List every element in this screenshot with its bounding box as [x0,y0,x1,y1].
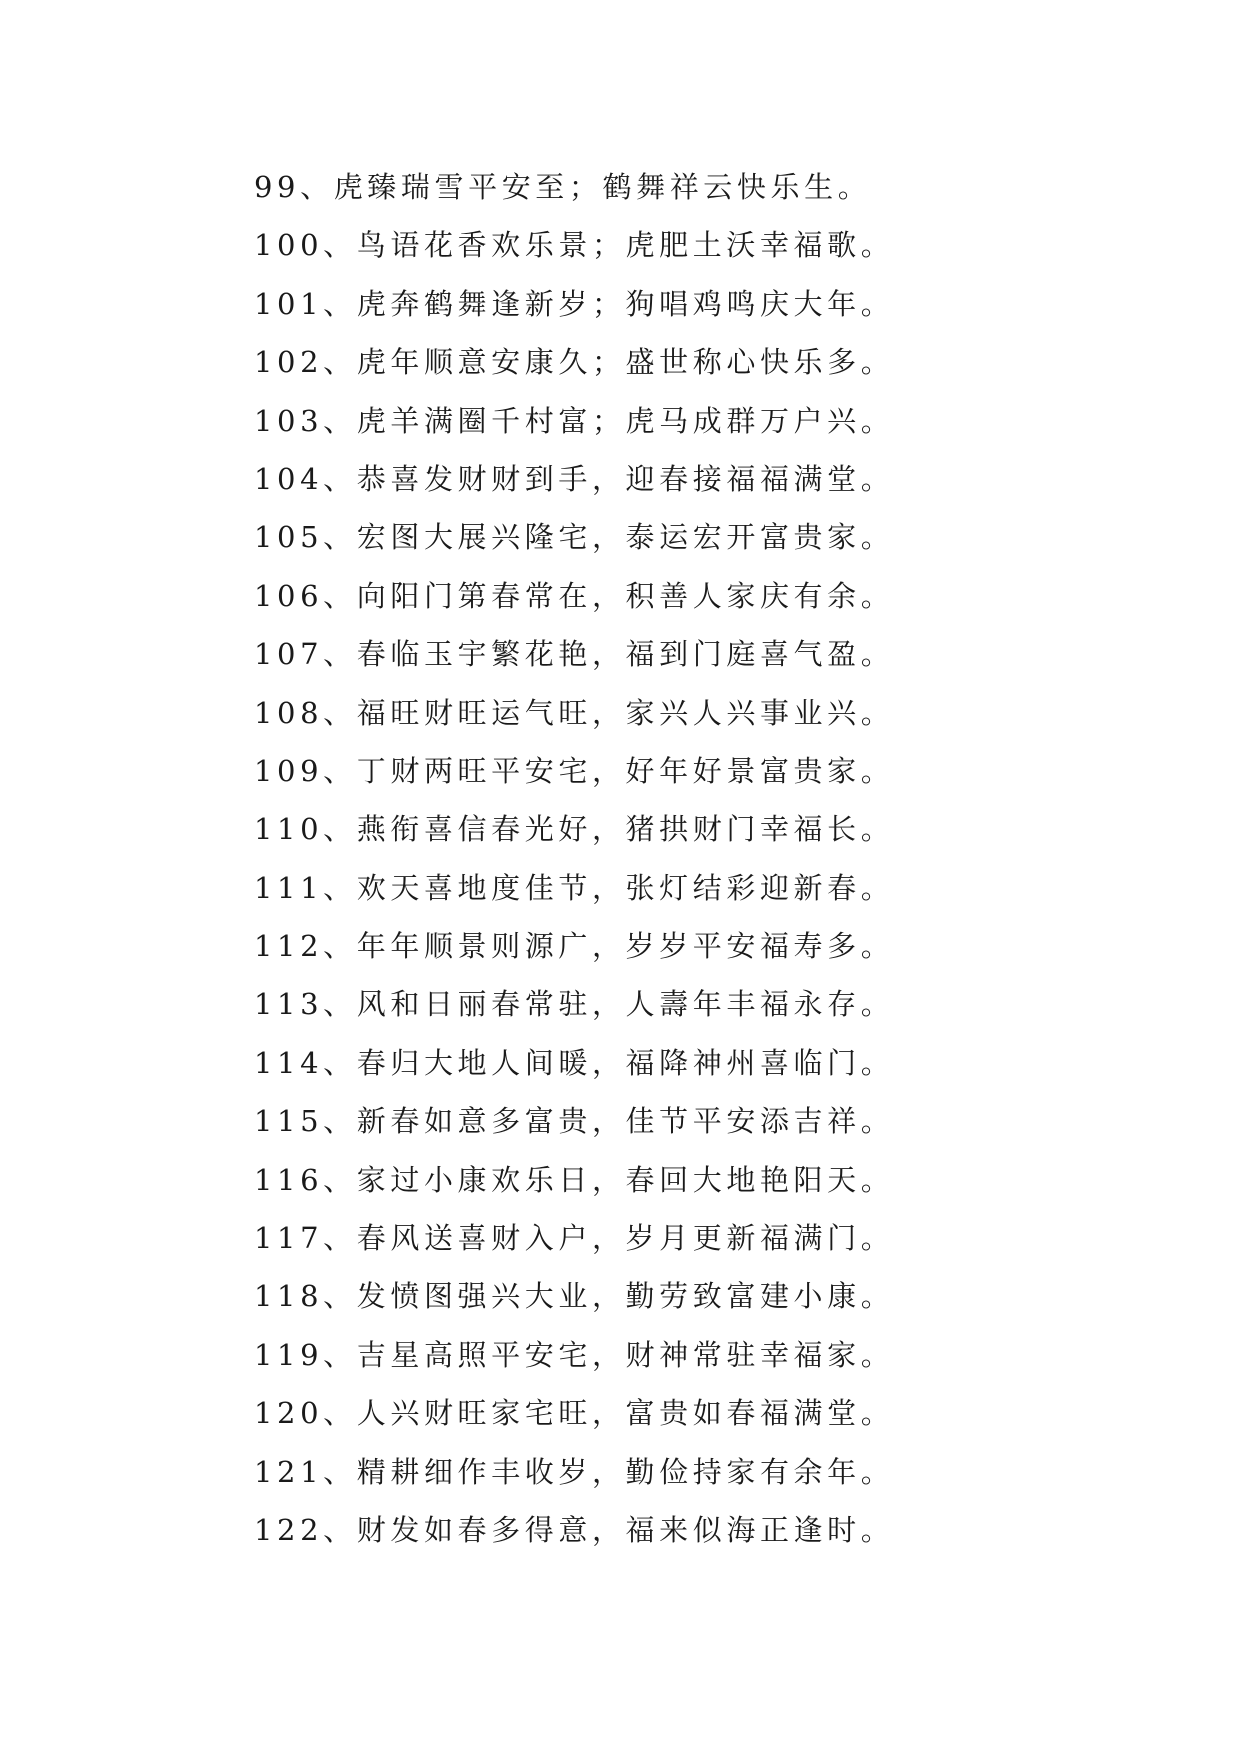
couplet-line: 108、福旺财旺运气旺，家兴人兴事业兴。 [254,695,895,730]
couplet-line: 110、燕衔喜信春光好，猪拱财门幸福长。 [254,812,895,847]
couplet-line: 114、春归大地人间暖，福降神州喜临门。 [254,1045,895,1080]
couplet-line: 104、恭喜发财财到手，迎春接福福满堂。 [254,461,895,496]
couplet-line: 119、吉星高照平安宅，财神常驻幸福家。 [254,1337,895,1372]
couplet-line: 99、虎臻瑞雪平安至；鹤舞祥云快乐生。 [254,170,872,204]
couplet-line: 105、宏图大展兴隆宅，泰运宏开富贵家。 [254,520,895,555]
couplet-line: 106、向阳门第春常在，积善人家庆有余。 [254,578,895,613]
couplet-line: 100、鸟语花香欢乐景；虎肥土沃幸福歌。 [254,228,895,263]
couplet-line: 118、发愤图强兴大业，勤劳致富建小康。 [254,1279,895,1314]
couplet-line: 101、虎奔鹤舞逢新岁；狗唱鸡鸣庆大年。 [254,286,895,321]
couplet-line: 122、财发如春多得意，福来似海正逢时。 [254,1512,895,1547]
couplet-line: 116、家过小康欢乐日，春回大地艳阳天。 [254,1162,895,1197]
couplet-line: 113、风和日丽春常驻，人壽年丰福永存。 [254,987,895,1022]
couplet-line: 115、新春如意多富贵，佳节平安添吉祥。 [254,1104,895,1139]
couplet-line: 112、年年顺景则源广，岁岁平安福寿多。 [254,929,895,964]
couplet-list [254,158,1154,1559]
couplet-line: 121、精耕细作丰收岁，勤俭持家有余年。 [254,1454,895,1489]
couplet-line: 120、人兴财旺家宅旺，富贵如春福满堂。 [254,1396,895,1431]
couplet-line: 102、虎年顺意安康久；盛世称心快乐多。 [254,345,895,380]
couplet-line: 117、春风送喜财入户，岁月更新福满门。 [254,1221,895,1256]
couplet-line: 111、欢天喜地度佳节，张灯结彩迎新春。 [254,870,895,905]
couplet-line: 109、丁财两旺平安宅，好年好景富贵家。 [254,753,895,788]
couplet-line: 107、春临玉宇繁花艳，福到门庭喜气盈。 [254,637,895,672]
couplet-line: 103、虎羊满圈千村富；虎马成群万户兴。 [254,403,895,438]
